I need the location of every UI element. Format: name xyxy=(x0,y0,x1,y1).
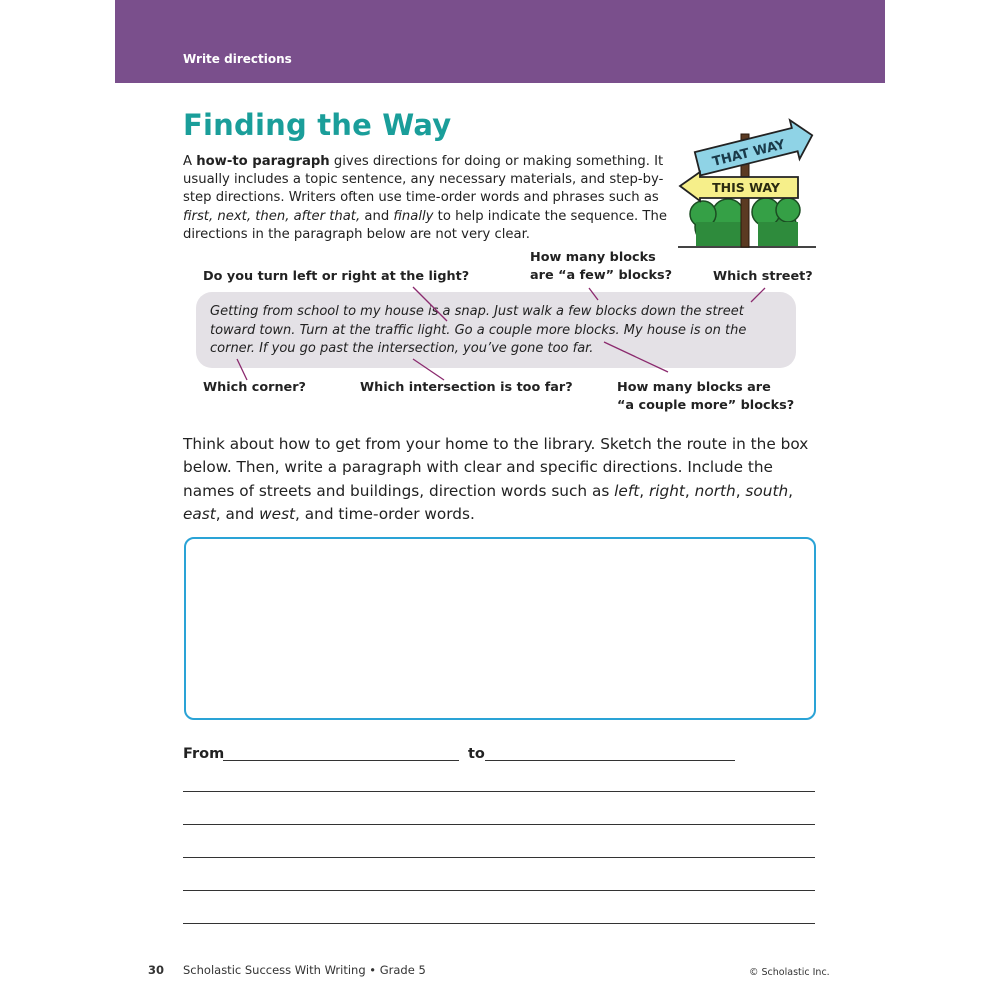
instructions-paragraph: Think about how to get from your home to the library. Sketch the route in the box below. Then, write a paragraph with clear and specific directions. Include the names of streets and buildings, direction words such as left, right, north, south, east, and west, and time-order words. xyxy=(183,435,809,523)
this-way-sign xyxy=(680,172,798,201)
that-way-sign xyxy=(693,116,817,183)
example-paragraph: Getting from school to my house is a snap. Just walk a few blocks down the street toward town. Turn at the traffic light. Go a couple more blocks. My house is on the corner. If you go past the intersection, you’ve gone too far. xyxy=(210,304,747,356)
from-to-row xyxy=(183,744,823,770)
writing-line[interactable] xyxy=(183,791,815,792)
callout-few-blocks-line2: are “a few” blocks? xyxy=(530,268,672,283)
bush-right xyxy=(752,198,800,246)
callout-which-street: Which street? xyxy=(713,269,813,284)
how-to-term: how-to paragraph xyxy=(196,154,330,169)
page-number: 30 xyxy=(148,963,165,977)
example-paragraph-box xyxy=(196,292,796,368)
from-label: From xyxy=(183,746,225,762)
callout-which-corner: Which corner? xyxy=(203,380,306,395)
section-header-band xyxy=(115,0,885,83)
that-way-text: THAT WAY xyxy=(710,137,787,170)
writing-line[interactable] xyxy=(183,824,815,825)
page-title: Finding the Way xyxy=(183,108,452,142)
from-input-line[interactable] xyxy=(223,760,459,761)
copyright: © Scholastic Inc. xyxy=(749,967,830,978)
callout-turn-direction: Do you turn left or right at the light? xyxy=(203,269,470,284)
to-label: to xyxy=(468,746,485,762)
callout-couple-more-line1: How many blocks are xyxy=(617,380,771,395)
writing-line[interactable] xyxy=(183,857,815,858)
book-title: Scholastic Success With Writing • Grade 5 xyxy=(183,963,426,977)
section-label: Write directions xyxy=(183,52,292,66)
signpost-illustration xyxy=(678,112,818,257)
this-way-text: THIS WAY xyxy=(712,180,780,195)
to-input-line[interactable] xyxy=(485,760,735,761)
callout-couple-more-line2: “a couple more” blocks? xyxy=(617,398,795,413)
route-sketch-box[interactable] xyxy=(184,537,816,720)
writing-line[interactable] xyxy=(183,923,815,924)
callout-few-blocks-line1: How many blocks xyxy=(530,250,656,265)
bush-left xyxy=(690,199,744,246)
callout-which-intersection: Which intersection is too far? xyxy=(360,380,573,395)
writing-line[interactable] xyxy=(183,890,815,891)
intro-paragraph: A how-to paragraph gives directions for doing or making something. It usually includes a topic sentence, any necessary materials, and step-by-step directions. Writers often use time-order words and phrases such as first, next, then, after that, and finally to help indicate the sequence. The directions in the paragraph below are not very clear. xyxy=(183,154,667,242)
